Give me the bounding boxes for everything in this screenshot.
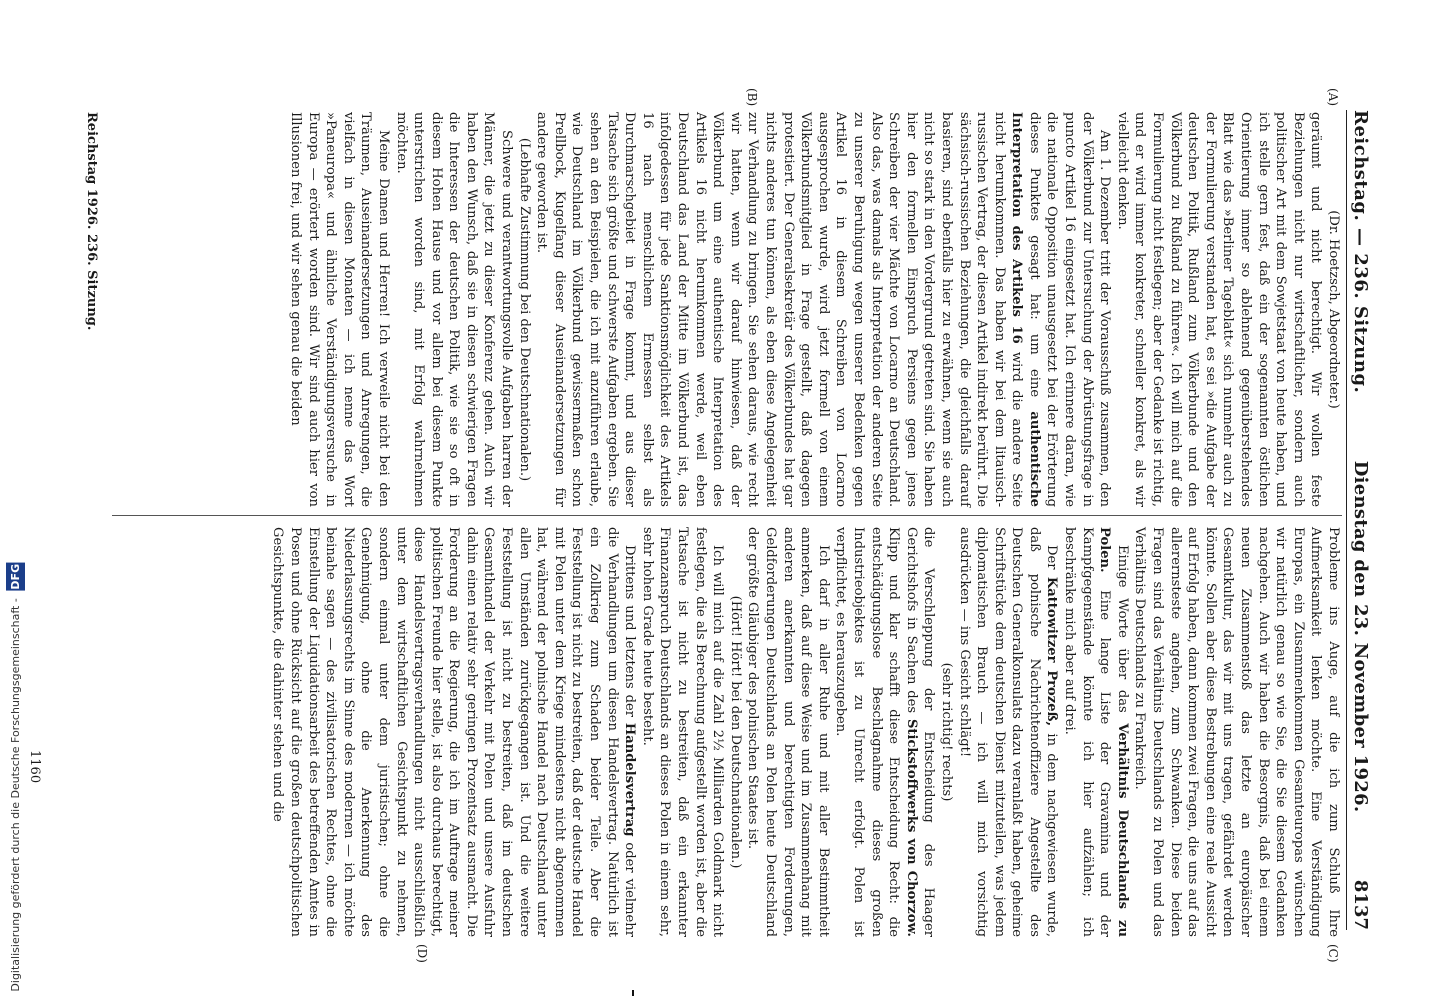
paragraph: die Verschleppung der Entscheidung des Haager Gerichtshofs in Sachen des Stickstoffwerks von Chorzow. Klipp und klar schafft diese Entscheidung Recht: die entschädigungslose Beschlagnahme dieses großen Industrieobjektes ist zu Unrecht erfolgt. Polen ist verpflichtet, es herauszugeben. xyxy=(833,527,937,937)
margin-dash xyxy=(632,990,634,996)
emphasis: authentische Interpretation des Artikels 16 xyxy=(1009,112,1042,507)
header-date: Dienstag den 23. November 1926. xyxy=(1350,460,1371,813)
margin-mark-b: (B) xyxy=(745,88,759,107)
paragraph: geräumt und nicht berechtigt. Wir wollen feste Beziehungen nicht nur wirtschaftlicher, sondern auch politischer Art mit dem Sowjetstaat von heute haben, und ich stelle gern fest, daß ein der sogenannten östlichen Orientierung immer so ablehnend gegenüberstehendes Blatt wie das »Berliner Tageblatt« sich nunmehr auch zu der Formulierung verstanden hat, es sei »die Aufgabe der deutschen Politik, Rußland zum Völkerbunde und den Völkerbund zu Rußland zu führen«. Ich will mich auf die Formulierung nicht festlegen; aber der Gedanke ist richtig, und er wird immer konkreter, schneller konkret, als wir vielleicht denken. xyxy=(1114,112,1324,507)
page-number: 8137 xyxy=(1350,879,1371,930)
left-column xyxy=(286,112,1342,507)
paragraph: Drittens und letztens der Handelsvertrag oder vielmehr die Verhandlungen um diesen Handelsvertrag. Natürlich ist ein Zollkrieg zum Schaden beider Teile. Aber die Feststellung ist nicht zu bestreiten, daß der deutsche Handel mit Polen unter dem Kriege mindestens nicht abgenommen hat, während der polnische Handel nach Deutschland unter allen Umständen zurückgegangen ist. Und die weitere Feststellung ist nicht zu bestreiten, daß im deutschen Gesamthandel der Verkehr mit Polen und unsere Ausfuhr dahin einen relativ sehr geringen Prozentsatz ausmacht. Die Forderung an die Regierung, die ich im Auftrage meiner politischen Freunde hier stelle, ist also durchaus berechtigt, diese Handelsvertragsverhandlungen nicht ausschließlich unter dem wirtschaftlichen Gesichtspunkt zu nehmen, sondern einmal unter dem juristischen; ohne die Genehmigung, ohne die Anerkennung des Niederlassungsrechts im Sinne des modernen — ich möchte beinahe sagen — des zivilisatorischen Rechtes, ohne die Einstellung der Liquidationsarbeit des betreffenden Amtes in Posen und ohne Rücksicht auf die großen deutschpolitischen Gesichtspunkte, die dahinter stehen und die xyxy=(270,527,638,937)
digitization-credit xyxy=(6,563,25,992)
paragraph: Schwere und verantwortungsvolle Aufgaben harren der Männer, die jetzt zu dieser Konferenz gehen. Auch wir haben den Wunsch, daß sie in diesen schwierigen Fragen die Interessen der deutschen Politik, wie sie so oft in diesem Hohen Hause und vor allem bei diesem Punkte unterstrichen worden sind, mit Erfolg wahrnehmen möchten. xyxy=(393,112,515,507)
right-column xyxy=(269,527,1342,937)
paragraph: Meine Damen und Herren! Ich verweile nicht bei den Träumen, Auseinandersetzungen und Anregungen, die vielfach in diesen Monaten — ich nenne das Wort »Paneuropa« und ähnliche Verständigungsversuche in Europa — erörtert worden sind. Wir sind auch hier von Illusionen frei, und wir sehen genau die beiden xyxy=(287,112,391,507)
emphasis: Verhältnis Deutschlands zu Polen. xyxy=(1097,527,1130,938)
paragraph: Am 1. Dezember tritt der Vorausschuß zusammen, den der Völkerbund zur Untersuchung der Abrüstungsfrage in puncto Artikel 16 eingesetzt hat. Ich erinnere daran, wie die nationale Opposition unausgesetzt bei der Erörterung dieses Punktes gesagt hat: um eine authentische Interpretation des Artikels 16 wird die andere Seite nicht herumkommen. Das haben wir bei dem litauisch-russischen Vertrag, der diesen Artikel indirekt berührt. Die sächsisch-russischen Beziehungen, die gleichfalls darauf basieren, sind ebenfalls hier zu erwähnen, wenn sie auch nicht so stark in den Vordergrund getreten sind. Sie haben hier den formellen Einspruch Persiens gegen jenes Schreiben der vier Mächte von Locarno an Deutschland. Also das, was damals als Interpretation der anderen Seite zu unserer Beruhigung wegen unserer Bedenken gegen Artikel 16 in diesem Schreiben von Locarno ausgesprochen wurde, wird jetzt formell von einem Völkerbundsmitglied in Frage gestellt, daß dagegen protestiert. Der Generalsekretär des Völkerbundes hat gar nichts anderes tun können, als eben diese Angelegenheit zur Verhandlung zu bringen. Sie sehen daraus, wie recht wir hatten, wenn wir darauf hinwiesen, daß der Völkerbund um eine authentische Interpretation des Artikels 16 nicht herumkommen werde, weil eben Deutschland das Land der Mitte im Völkerbund ist, das infolgedessen für jede Sanktionsmöglichkeit des Artikels 16 nach menschlichem Ermessen selbst als Durchmarschgebiet in Frage kommt, und aus dieser Tatsache sich größte und schwerste Aufgaben ergeben. Sie sehen an den Beispielen, die ich mit anzuführen erlaube, wie Deutschland im Völkerbund gewissermaßen schon Prellbock, Kugelfang dieser Auseinandersetzungen für andere geworden ist. xyxy=(534,112,1113,508)
credit-text: Digitalisierung gefördert durch die Deutsche Forschungsgemeinschaft - xyxy=(9,598,22,992)
emphasis: Kattowitzer Prozeß, xyxy=(1044,576,1060,727)
footer-number: 1160 xyxy=(27,750,42,784)
column-divider xyxy=(112,515,1342,516)
applause-note: (Lebhafte Zustimmung bei den Deutschnationalen.) xyxy=(516,137,532,482)
paragraph: Ich will mich auf die Zahl 2½ Milliarden Goldmark nicht festlegen, die als Berechnung aufgestellt worden ist, aber die Tatsache ist nicht zu bestreiten, daß ein erkannter Finanzanspruch Deutschlands an dieses Polen in einem sehr, sehr hohen Grade heute besteht. xyxy=(639,527,726,937)
emphasis: Stickstoffwerks von Chorzow. xyxy=(903,718,919,937)
dfg-logo-badge: DFG xyxy=(6,563,25,591)
speaker-label: (Dr. Hoetzsch, Abgeordneter.) xyxy=(1326,210,1341,409)
footer-left: Reichstag 1926. 236. Sitzung. xyxy=(84,112,99,331)
emphasis: Handelsvertrag xyxy=(622,722,638,837)
margin-mark-a: (A) xyxy=(1326,88,1340,107)
paragraph: Der Kattowitzer Prozeß, in dem nachgewiesen wurde, daß polnische Nachrichtenoffiziere Angestellte des Deutschen Generalkonsulats dazu veranlaßt haben, geheime Schriftstücke dem deutschen Dienst mitzuteilen, was jedem diplomatischen Brauch — ich will mich vorsichtig ausdrücken — ins Gesicht schlägt! xyxy=(956,527,1060,937)
margin-mark-d: (D) xyxy=(415,944,429,963)
margin-mark-c: (C) xyxy=(1326,944,1340,963)
paragraph: Einige Worte über das Verhältnis Deutschlands zu Polen. Eine lange Liste der Gravamina und der Kampfgegenstände könnte ich hier aufzählen; ich beschränke mich aber auf drei. xyxy=(1062,527,1130,938)
paragraph: Ich darf in aller Ruhe und mit aller Bestimmtheit anmerken, daß auf diese Weise und im Zusammenhang mit anderen anerkannten und berechtigten Forderungen, Geldforderungen Deutschlands an Polen heute Deutschland der größte Gläubiger des polnischen Staates ist. xyxy=(745,527,831,937)
applause-note: (sehr richtig! rechts) xyxy=(938,662,954,802)
page-header xyxy=(1346,110,1376,930)
applause-note: (Hört! Hört! bei den Deutschnationalen.) xyxy=(727,595,743,869)
header-title: Reichstag. — 236. Sitzung. xyxy=(1350,110,1371,394)
paragraph: Probleme ins Auge, auf die ich zum Schluß Ihre Aufmerksamkeit lenken möchte. Eine Verständigung Europas, ein Zusammenkommen Gesamteuropas wünschen wir natürlich genau so wie Sie, die Sie diesem Gedanken nachgehen. Auch wir haben die Besorgnis, daß bei einem neuen Zusammenstoß das letzte an europäischer Gesamtkultur, das wir mit uns tragen, gefährdet werden könnte. Sollen aber diese Bestrebungen eine reale Aussicht auf Erfolg haben, dann kommen zwei Fragen, die uns auf das allerernsteste angehen, zum Schwanken. Diese beiden Fragen sind das Verhältnis Deutschlands zu Polen und das Verhältnis Deutschlands zu Frankreich. xyxy=(1132,527,1341,937)
